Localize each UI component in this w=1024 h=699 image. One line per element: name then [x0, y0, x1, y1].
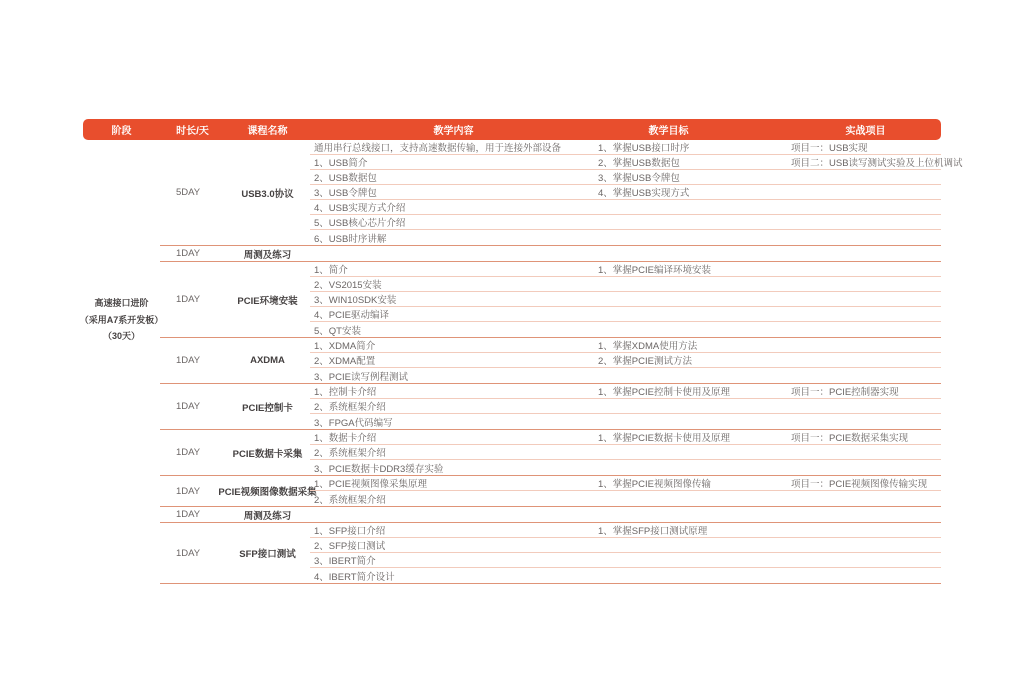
section-rows [310, 476, 941, 506]
goal-cell: 2、掌握USB数据包 [598, 158, 680, 169]
goal-cell: 4、掌握USB实现方式 [598, 188, 690, 199]
goal-cell [597, 399, 790, 413]
content-cell: 2、XDMA配置 [314, 356, 376, 367]
table-row [310, 246, 941, 261]
table-row [310, 338, 941, 353]
goal-cell: 1、掌握USB接口时序 [598, 143, 690, 154]
table-row [310, 491, 941, 506]
goal-cell: 3、掌握USB令牌包 [598, 173, 680, 184]
content-cell: 2、系统框架介绍 [314, 494, 386, 506]
content-cell: 3、PCIE读写例程测试 [314, 371, 408, 383]
table-row [310, 523, 941, 538]
table-row [310, 215, 941, 230]
duration-cell: 5DAY [176, 187, 201, 198]
content-cell: 3、IBERT简介 [314, 556, 376, 567]
course-section [160, 338, 941, 384]
goal-cell [597, 307, 790, 321]
duration-cell: 1DAY [176, 401, 201, 412]
section-rows [310, 523, 941, 583]
duration-cell: 1DAY [176, 447, 201, 458]
goal-cell: 1、掌握PCIE编译环境安装 [598, 265, 711, 276]
content-cell: 4、IBERT简介设计 [314, 571, 395, 583]
project-cell [790, 353, 941, 367]
duration-cell: 1DAY [176, 294, 201, 305]
table-row [310, 140, 941, 155]
course-section [160, 523, 941, 584]
content-cell: 5、QT安装 [314, 325, 361, 337]
content-cell: 3、USB令牌包 [314, 188, 377, 199]
project-cell: 项目一：PCIE控制器实现 [791, 387, 899, 398]
project-cell [790, 307, 941, 321]
section-rows [310, 384, 941, 429]
content-cell: 2、系统框架介绍 [314, 402, 386, 413]
goal-cell [597, 568, 790, 583]
course-name: PCIE控制卡 [242, 402, 293, 414]
content-cell: 1、USB简介 [314, 158, 368, 169]
project-cell [790, 523, 941, 537]
goal-cell [597, 322, 790, 337]
content-cell: 5、USB核心芯片介绍 [314, 218, 406, 229]
duration-cell: 1DAY [176, 355, 201, 366]
goal-cell [597, 368, 790, 383]
header-cell-projects: 实战项目 [845, 126, 886, 137]
course-section [160, 140, 963, 246]
header-cell-stage: 阶段 [111, 126, 132, 137]
project-cell: 项目二：USB读写测试实验及上位机调试 [791, 158, 963, 169]
goal-cell: 1、掌握SFP接口测试原理 [598, 526, 708, 537]
project-cell [790, 538, 941, 552]
goal-cell [597, 230, 790, 245]
goal-cell: 1、掌握PCIE数据卡使用及原理 [598, 433, 730, 444]
section-rows [310, 507, 941, 522]
table-row [310, 430, 941, 445]
table-row [310, 476, 941, 491]
content-cell: 1、数据卡介绍 [314, 433, 377, 444]
table-row [310, 353, 941, 368]
project-cell [790, 399, 941, 413]
table-row [310, 538, 941, 553]
content-cell: 1、SFP接口介绍 [314, 526, 386, 537]
course-section [160, 384, 941, 430]
project-cell [790, 568, 941, 583]
section-rows [310, 140, 963, 245]
table-row [310, 414, 941, 429]
course-name: SFP接口测试 [239, 549, 296, 560]
content-cell: 2、VS2015安装 [314, 280, 382, 291]
stage-label [77, 295, 166, 345]
course-name: AXDMA [250, 355, 285, 366]
course-name: 周测及练习 [243, 510, 292, 522]
content-cell [310, 246, 597, 261]
curriculum-table [79, 119, 963, 584]
table-row [310, 553, 941, 568]
goal-cell [597, 414, 790, 429]
goal-cell [597, 292, 790, 306]
course-section [160, 507, 941, 523]
content-cell: 通用串行总线接口，支持高速数据传输，用于连接外部设备 [314, 143, 562, 154]
goal-cell [597, 538, 790, 552]
table-row [310, 399, 941, 414]
goal-cell: 2、掌握PCIE测试方法 [598, 356, 692, 367]
duration-cell: 1DAY [176, 547, 201, 559]
sections [160, 140, 963, 584]
project-cell [790, 262, 941, 276]
project-cell [790, 368, 941, 383]
content-cell: 2、系统框架介绍 [314, 448, 386, 459]
table-row [310, 307, 941, 322]
duration-cell: 1DAY [176, 248, 201, 259]
duration-cell: 1DAY [176, 509, 201, 520]
content-cell: 3、PCIE数据卡DDR3缓存实验 [314, 463, 444, 475]
content-cell: 6、USB时序讲解 [314, 233, 387, 245]
goal-cell [597, 200, 790, 214]
content-cell: 1、XDMA简介 [314, 341, 376, 352]
goal-cell [597, 553, 790, 567]
project-cell: 项目一：PCIE视频图像传输实现 [791, 479, 928, 490]
table-row [310, 384, 941, 399]
table-body [79, 140, 963, 584]
project-cell [790, 200, 941, 214]
table-row [310, 292, 941, 307]
section-rows [310, 430, 941, 475]
content-cell: 2、USB数据包 [314, 173, 377, 184]
goal-cell [597, 215, 790, 229]
project-cell [790, 292, 941, 306]
goal-cell [597, 507, 790, 522]
stage-line-2: （采用A7系开发板） [79, 314, 164, 325]
content-cell: 3、WIN10SDK安装 [314, 295, 397, 306]
course-section [160, 476, 941, 507]
content-cell [310, 507, 597, 522]
project-cell [790, 246, 941, 261]
project-cell [790, 215, 941, 229]
course-section [160, 246, 941, 262]
table-row [310, 200, 941, 215]
table-row [310, 460, 941, 475]
project-cell [790, 338, 941, 352]
stage-line-3: （30天） [102, 331, 140, 341]
content-cell: 4、PCIE驱动编译 [314, 310, 389, 321]
table-row [310, 568, 941, 583]
header-cell-goals: 教学目标 [648, 126, 689, 137]
stage-cell [79, 140, 164, 584]
table-row [310, 155, 963, 170]
goal-cell: 1、掌握PCIE视频图像传输 [598, 479, 711, 490]
table-row [310, 368, 941, 383]
project-cell [790, 414, 941, 429]
course-section [160, 262, 941, 338]
project-cell: 项目一：PCIE数据采集实现 [791, 433, 909, 444]
table-header [83, 119, 941, 140]
content-cell: 4、USB实现方式介绍 [314, 203, 406, 214]
course-name: 周测及练习 [243, 249, 292, 261]
goal-cell: 1、掌握PCIE控制卡使用及原理 [598, 387, 730, 398]
project-cell [790, 553, 941, 567]
table-row [310, 185, 941, 200]
section-rows [310, 262, 941, 337]
content-cell: 1、PCIE视频图像采集原理 [314, 479, 427, 490]
course-name: PCIE数据卡采集 [232, 448, 303, 460]
course-name: USB3.0协议 [241, 188, 294, 200]
goal-cell [597, 277, 790, 291]
header-cell-duration: 时长/天 [176, 126, 209, 137]
project-cell [790, 445, 941, 459]
content-cell: 1、控制卡介绍 [314, 387, 377, 398]
table-row [310, 445, 941, 460]
table-row [310, 230, 941, 245]
project-cell [790, 507, 941, 522]
header-cell-content: 教学内容 [433, 126, 474, 137]
project-cell: 项目一：USB实现 [791, 143, 868, 154]
project-cell [790, 322, 941, 337]
content-cell: 2、SFP接口测试 [314, 541, 386, 552]
project-cell [790, 491, 941, 506]
table-row [310, 322, 941, 337]
goal-cell [597, 460, 790, 475]
stage-line-1: 高速接口进阶 [94, 298, 149, 308]
course-name: PCIE环境安装 [237, 295, 298, 307]
duration-cell: 1DAY [176, 485, 201, 497]
goal-cell: 1、掌握XDMA使用方法 [598, 341, 698, 352]
content-cell: 1、简介 [314, 265, 348, 276]
table-row [310, 277, 941, 292]
goal-cell [597, 445, 790, 459]
table-row [310, 507, 941, 522]
course-section [160, 430, 941, 476]
section-rows [310, 246, 941, 261]
header-cell-course: 课程名称 [247, 126, 288, 137]
course-name: PCIE视频图像数据采集 [218, 487, 317, 498]
goal-cell [597, 491, 790, 506]
content-cell: 3、FPGA代码编写 [314, 417, 393, 429]
project-cell [790, 185, 941, 199]
table-row [310, 262, 941, 277]
goal-cell [597, 246, 790, 261]
project-cell [790, 460, 941, 475]
project-cell [790, 277, 941, 291]
section-rows [310, 338, 941, 383]
project-cell [790, 230, 941, 245]
project-cell [790, 170, 941, 184]
table-row [310, 170, 941, 185]
